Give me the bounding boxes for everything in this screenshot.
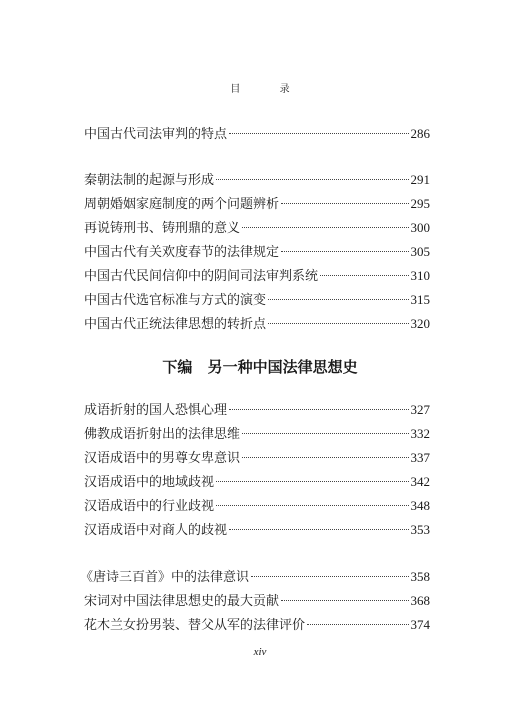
toc-entry-page: 286	[410, 126, 430, 141]
toc-entry[interactable]	[84, 446, 430, 470]
toc-entry-page: 327	[410, 402, 430, 417]
toc-entry[interactable]	[84, 312, 430, 336]
toc-entry-title: 秦朝法制的起源与形成	[84, 173, 215, 188]
toc-entry-title: 中国古代有关欢度春节的法律规定	[84, 245, 280, 260]
toc-entry-title: 中国古代选官标准与方式的演变	[84, 293, 267, 308]
dot-leader	[281, 600, 408, 601]
toc-entry[interactable]	[84, 122, 430, 146]
toc-entry-title: 周朝婚姻家庭制度的两个问题辨析	[84, 197, 280, 212]
dot-leader	[216, 481, 408, 482]
dot-leader	[281, 203, 408, 204]
toc-entry-page: 295	[410, 196, 430, 211]
dot-leader	[229, 529, 408, 530]
toc-entry[interactable]	[84, 589, 430, 613]
toc-entry[interactable]	[84, 240, 430, 264]
dot-leader	[242, 457, 408, 458]
toc-group-4	[80, 565, 430, 637]
toc-entry-title: 《唐诗三百首》中的法律意识	[80, 570, 250, 585]
toc-entry-title: 汉语成语中对商人的歧视	[84, 523, 228, 538]
toc-entry[interactable]	[84, 470, 430, 494]
toc-entry-title: 宋词对中国法律思想史的最大贡献	[84, 594, 280, 609]
toc-entry-title: 汉语成语中的地域歧视	[84, 475, 215, 490]
dot-leader	[229, 133, 408, 134]
toc-entry[interactable]	[84, 518, 430, 542]
toc-group-2	[84, 168, 430, 336]
section-heading: 下编 另一种中国法律思想史	[162, 358, 358, 376]
toc-entry-title: 再说铸刑书、铸刑鼎的意义	[84, 221, 241, 236]
toc-entry-title: 花木兰女扮男装、替父从军的法律评价	[84, 618, 306, 633]
toc-entry-page: 291	[410, 172, 430, 187]
toc-group-1	[84, 122, 430, 146]
toc-entry-page: 374	[410, 617, 430, 632]
toc-entry[interactable]	[84, 168, 430, 192]
toc-entry-title: 佛教成语折射出的法律思维	[84, 427, 241, 442]
dot-leader	[268, 323, 408, 324]
toc-entry-page: 332	[410, 426, 430, 441]
toc-entry-page: 348	[410, 498, 430, 513]
dot-leader	[216, 179, 408, 180]
toc-entry[interactable]	[84, 494, 430, 518]
toc-entry-title: 汉语成语中的男尊女卑意识	[84, 451, 241, 466]
toc-entry-title: 成语折射的国人恐惧心理	[84, 403, 228, 418]
page-number: xiv	[253, 646, 267, 658]
dot-leader	[242, 227, 408, 228]
toc-entry-page: 320	[410, 316, 430, 331]
toc-entry-page: 368	[410, 593, 430, 608]
toc-entry[interactable]	[84, 192, 430, 216]
toc-entry[interactable]	[84, 264, 430, 288]
dot-leader	[268, 299, 408, 300]
dot-leader	[307, 624, 408, 625]
toc-entry[interactable]	[84, 422, 430, 446]
dot-leader	[251, 576, 408, 577]
toc-entry[interactable]	[84, 398, 430, 422]
dot-leader	[242, 433, 408, 434]
toc-entry-page: 300	[410, 220, 430, 235]
toc-entry[interactable]	[84, 216, 430, 240]
toc-entry-page: 353	[410, 522, 430, 537]
toc-entry[interactable]	[84, 288, 430, 312]
toc-header: 目 录	[230, 84, 308, 95]
dot-leader	[320, 275, 408, 276]
toc-entry-page: 315	[410, 292, 430, 307]
toc-group-3	[84, 398, 430, 542]
dot-leader	[281, 251, 408, 252]
dot-leader	[229, 409, 408, 410]
toc-entry-page: 358	[410, 569, 430, 584]
toc-entry-page: 310	[410, 268, 430, 283]
dot-leader	[216, 505, 408, 506]
toc-entry-title: 中国古代民间信仰中的阴间司法审判系统	[84, 269, 319, 284]
toc-entry-page: 305	[410, 244, 430, 259]
toc-entry-page: 342	[410, 474, 430, 489]
toc-entry-title: 汉语成语中的行业歧视	[84, 499, 215, 514]
toc-entry-page: 337	[410, 450, 430, 465]
toc-entry[interactable]	[80, 565, 430, 589]
toc-entry[interactable]	[84, 613, 430, 637]
toc-entry-title: 中国古代正统法律思想的转折点	[84, 317, 267, 332]
toc-entry-title: 中国古代司法审判的特点	[84, 127, 228, 142]
